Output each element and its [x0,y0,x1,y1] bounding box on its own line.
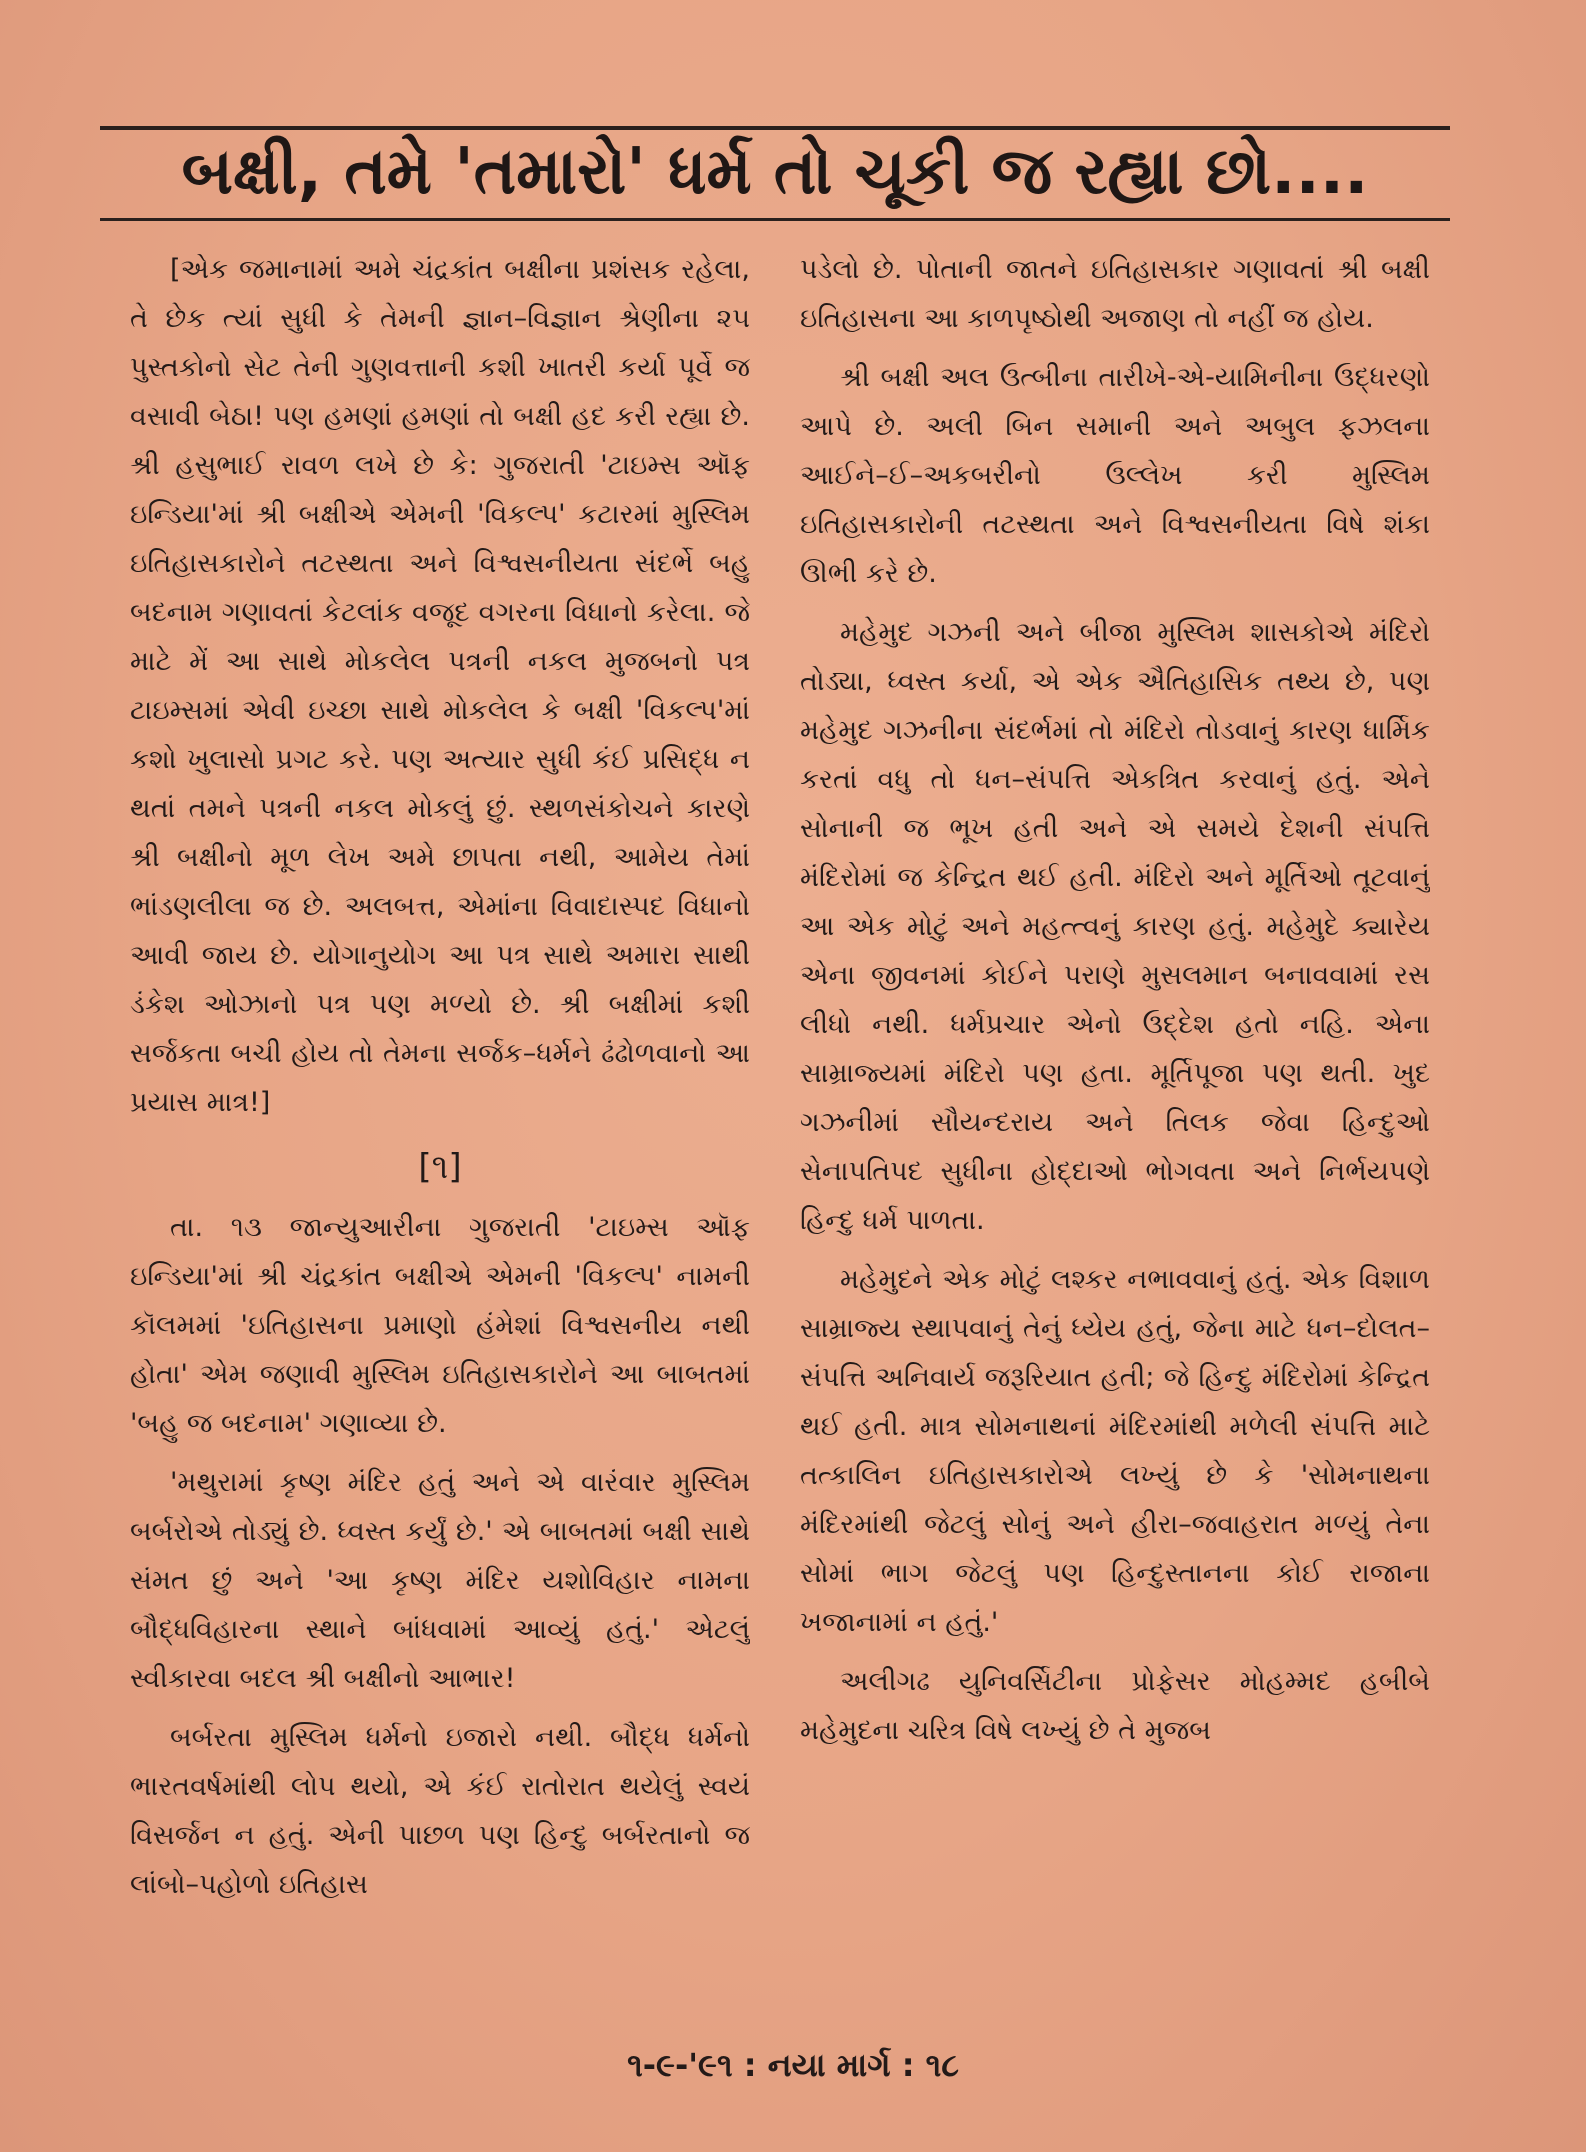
page-footer: ૧-૯-'૯૧ : નયા માર્ગ : ૧૮ [627,2046,959,2084]
body-paragraph: અલીગઢ યુનિવર્સિટીના પ્રોફેસર મોહમ્મદ હબીબે મહેમુદના ચરિત્ર વિષે લખ્યું છે તે મુજબ [800,1666,1430,1746]
title-top-rule [100,126,1450,130]
right-column [800,245,1430,1900]
body-paragraph: તા. ૧૩ જાન્યુઆરીના ગુજરાતી 'ટાઇમ્સ ઑફ ઇન્ડિયા'માં શ્રી ચંદ્રકાંત બક્ષીએ એમની 'વિકલ્પ' નામની કૉલમમાં 'ઇતિહાસના પ્રમાણો હંમેશાં વિશ્વસનીય નથી હોતા' એમ જણાવી મુસ્લિમ ઇતિહાસકારોને આ બાબતમાં 'બહુ જ બદનામ' ગણાવ્યા છે. [130,1212,750,1439]
body-paragraph: 'મથુરામાં કૃષ્ણ મંદિર હતું અને એ વારંવાર મુસ્લિમ બર્બરોએ તોડ્યું છે. ધ્વસ્ત કર્યું છે.' એ બાબતમાં બક્ષી સાથે સંમત છું અને 'આ કૃષ્ણ મંદિર યશોવિહાર નામના બૌદ્ધવિહારના સ્થાને બાંધવામાં આવ્યું હતું.' એટલું સ્વીકારવા બદલ શ્રી બક્ષીનો આભાર! [130,1467,750,1694]
continued-paragraph: પડેલો છે. પોતાની જાતને ઇતિહાસકાર ગણાવતાં શ્રી બક્ષી ઇતિહાસના આ કાળપૃષ્ઠોથી અજાણ તો નહીં જ હોય. [800,254,1430,334]
body-paragraph: બર્બરતા મુસ્લિમ ધર્મનો ઇજારો નથી. બૌદ્ધ ધર્મનો ભારતવર્ષમાંથી લોપ થયો, એ કંઈ રાતોરાત થયેલું સ્વયં વિસર્જન ન હતું. એની પાછળ પણ હિન્દુ બર્બરતાનો જ લાંબો–પહોળો ઇતિહાસ [130,1722,750,1900]
article-title: બક્ષી, તમે 'તમારો' ધર્મ તો ચૂકી જ રહ્યા છો.... [181,135,1369,209]
body-paragraph: મહેમુદને એક મોટું લશ્કર નભાવવાનું હતું. એક વિશાળ સામ્રાજ્ય સ્થાપવાનું તેનું ધ્યેય હતું, જેના માટે ધન–દોલત–સંપત્તિ અનિવાર્ય જરૂરિયાત હતી; જે હિન્દુ મંદિરોમાં કેન્દ્રિત થઈ હતી. માત્ર સોમનાથનાં મંદિરમાંથી મળેલી સંપત્તિ માટે તત્કાલિન ઇતિહાસકારોએ લખ્યું છે કે 'સોમનાથના મંદિરમાંથી જેટલું સોનું અને હીરા–જવાહરાત મળ્યું તેના સોમાં ભાગ જેટલું પણ હિન્દુસ્તાનના કોઈ રાજાના ખજાનામાં ન હતું.' [800,1264,1430,1638]
left-column [130,245,750,1900]
body-paragraph: શ્રી બક્ષી અલ ઉત્બીના તારીખે-એ-યામિનીના ઉદ્ધરણો આપે છે. અલી બિન સમાની અને અબુલ ફઝલના આઈને–ઈ–અકબરીનો ઉલ્લેખ કરી મુસ્લિમ ઇતિહાસકારોની તટસ્થતા અને વિશ્વસનીયતા વિષે શંકા ઊભી કરે છે. [800,362,1430,589]
title-bottom-rule [100,218,1450,221]
body-paragraph: મહેમુદ ગઝની અને બીજા મુસ્લિમ શાસકોએ મંદિરો તોડ્યા, ધ્વસ્ત કર્યા, એ એક ઐતિહાસિક તથ્ય છે, પણ મહેમુદ ગઝનીના સંદર્ભમાં તો મંદિરો તોડવાનું કારણ ધાર્મિક કરતાં વધુ તો ધન–સંપત્તિ એકત્રિત કરવાનું હતું. એને સોનાની જ ભૂખ હતી અને એ સમયે દેશની સંપત્તિ મંદિરોમાં જ કેન્દ્રિત થઈ હતી. મંદિરો અને મૂર્તિઓ તૂટવાનું આ એક મોટું અને મહત્ત્વનું કારણ હતું. મહેમુદે ક્યારેય એના જીવનમાં કોઈને પરાણે મુસલમાન બનાવવામાં રસ લીધો નથી. ધર્મપ્રચાર એનો ઉદ્દેશ હતો નહિ. એના સામ્રાજ્યમાં મંદિરો પણ હતા. મૂર્તિપૂજા પણ થતી. ખુદ ગઝનીમાં સૌયન્દરાય અને તિલક જેવા હિન્દુઓ સેનાપતિપદ સુધીના હોદ્દાઓ ભોગવતા અને નિર્ભયપણે હિન્દુ ધર્મ પાળતા. [800,617,1430,1236]
section-number: [૧] [418,1147,462,1187]
editor-intro-paragraph: [એક જમાનામાં અમે ચંદ્રકાંત બક્ષીના પ્રશંસક રહેલા, તે છેક ત્યાં સુધી કે તેમની જ્ઞાન–વિજ્ઞાન શ્રેણીના ૨૫ પુસ્તકોનો સેટ તેની ગુણવત્તાની કશી ખાતરી કર્યા પૂર્વે જ વસાવી બેઠા! પણ હમણાં હમણાં તો બક્ષી હદ કરી રહ્યા છે. શ્રી હસુભાઈ રાવળ લખે છે કે: ગુજરાતી 'ટાઇમ્સ ઑફ ઇન્ડિયા'માં શ્રી બક્ષીએ એમની 'વિકલ્પ' કટારમાં મુસ્લિમ ઇતિહાસકારોને તટસ્થતા અને વિશ્વસનીયતા સંદર્ભે બહુ બદનામ ગણાવતાં કેટલાંક વજૂદ વગરના વિધાનો કરેલા. જે માટે મેં આ સાથે મોકલેલ પત્રની નકલ મુજબનો પત્ર ટાઇમ્સમાં એવી ઇચ્છા સાથે મોકલેલ કે બક્ષી 'વિકલ્પ'માં કશો ખુલાસો પ્રગટ કરે. પણ અત્યાર સુધી કંઈ પ્રસિદ્ધ ન થતાં તમને પત્રની નકલ મોકલું છું. સ્થળસંકોચને કારણે શ્રી બક્ષીનો મૂળ લેખ અમે છાપતા નથી, આમેય તેમાં ભાંડણલીલા જ છે. અલબત્ત, એમાંના વિવાદાસ્પદ વિધાનો આવી જાય છે. યોગાનુયોગ આ પત્ર સાથે અમારા સાથી ડંકેશ ઓઝાનો પત્ર પણ મળ્યો છે. શ્રી બક્ષીમાં કશી સર્જકતા બચી હોય તો તેમના સર્જક–ધર્મને ઢંઢોળવાનો આ પ્રયાસ માત્ર!] [130,254,750,1118]
